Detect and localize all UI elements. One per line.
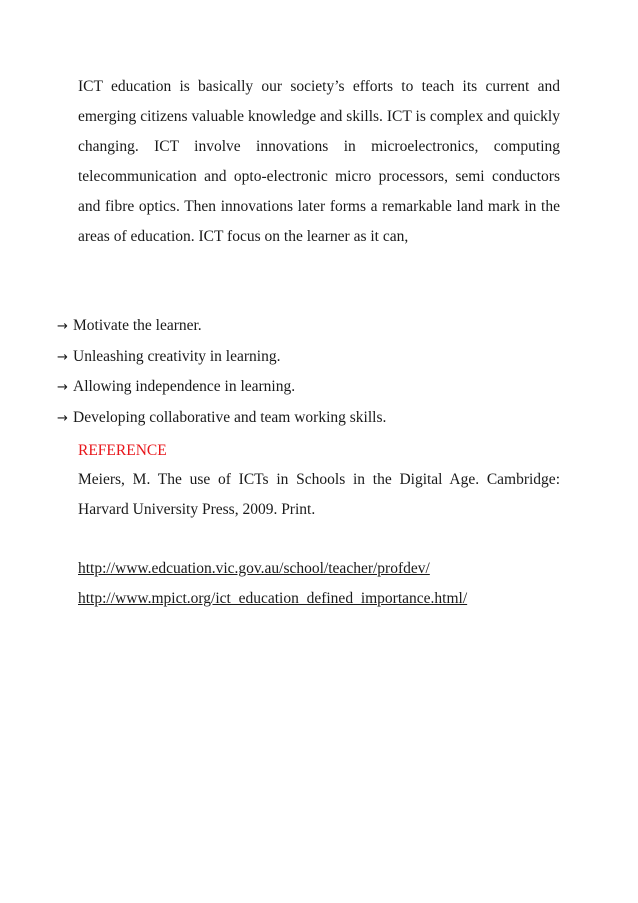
list-item bbox=[57, 311, 386, 342]
list-item-text: Allowing independence in learning. bbox=[73, 378, 296, 395]
list-item-text: Motivate the learner. bbox=[73, 317, 202, 334]
arrow-right-icon: → bbox=[57, 410, 68, 426]
arrow-right-icon: → bbox=[57, 349, 68, 365]
reference-link[interactable]: http://www.edcuation.vic.gov.au/school/teacher/profdev/ bbox=[78, 560, 430, 577]
reference-link[interactable]: http://www.mpict.org/ict_education_defined_importance.html/ bbox=[78, 590, 468, 607]
reference-links bbox=[78, 554, 467, 614]
list-item bbox=[57, 372, 386, 403]
reference-citation: Meiers, M. The use of ICTs in Schools in the Digital Age. Cambridge: Harvard University Press, 2009. Print. bbox=[78, 471, 560, 518]
list-item-text: Developing collaborative and team working skills. bbox=[73, 408, 387, 426]
list-item bbox=[57, 342, 386, 373]
reference-heading: REFERENCE bbox=[78, 442, 167, 459]
arrow-right-icon: → bbox=[57, 319, 68, 334]
intro-paragraph: ICT education is basically our society’s efforts to teach its current and emerging citizens valuable knowledge and skills. ICT is complex and quickly changing. ICT involve innovations in microelectronics, computing telecommunication and opto-electronic micro processors, semi conductors and fibre optics. Then innovations later forms a remarkable land mark in the areas of education. ICT focus on the learner as it can, bbox=[78, 78, 560, 245]
list-item bbox=[78, 554, 467, 584]
benefit-list bbox=[57, 311, 386, 433]
arrow-right-icon: → bbox=[57, 380, 68, 395]
list-item-text: Unleashing creativity in learning. bbox=[73, 347, 281, 365]
list-item bbox=[57, 403, 386, 434]
list-item bbox=[78, 584, 467, 614]
